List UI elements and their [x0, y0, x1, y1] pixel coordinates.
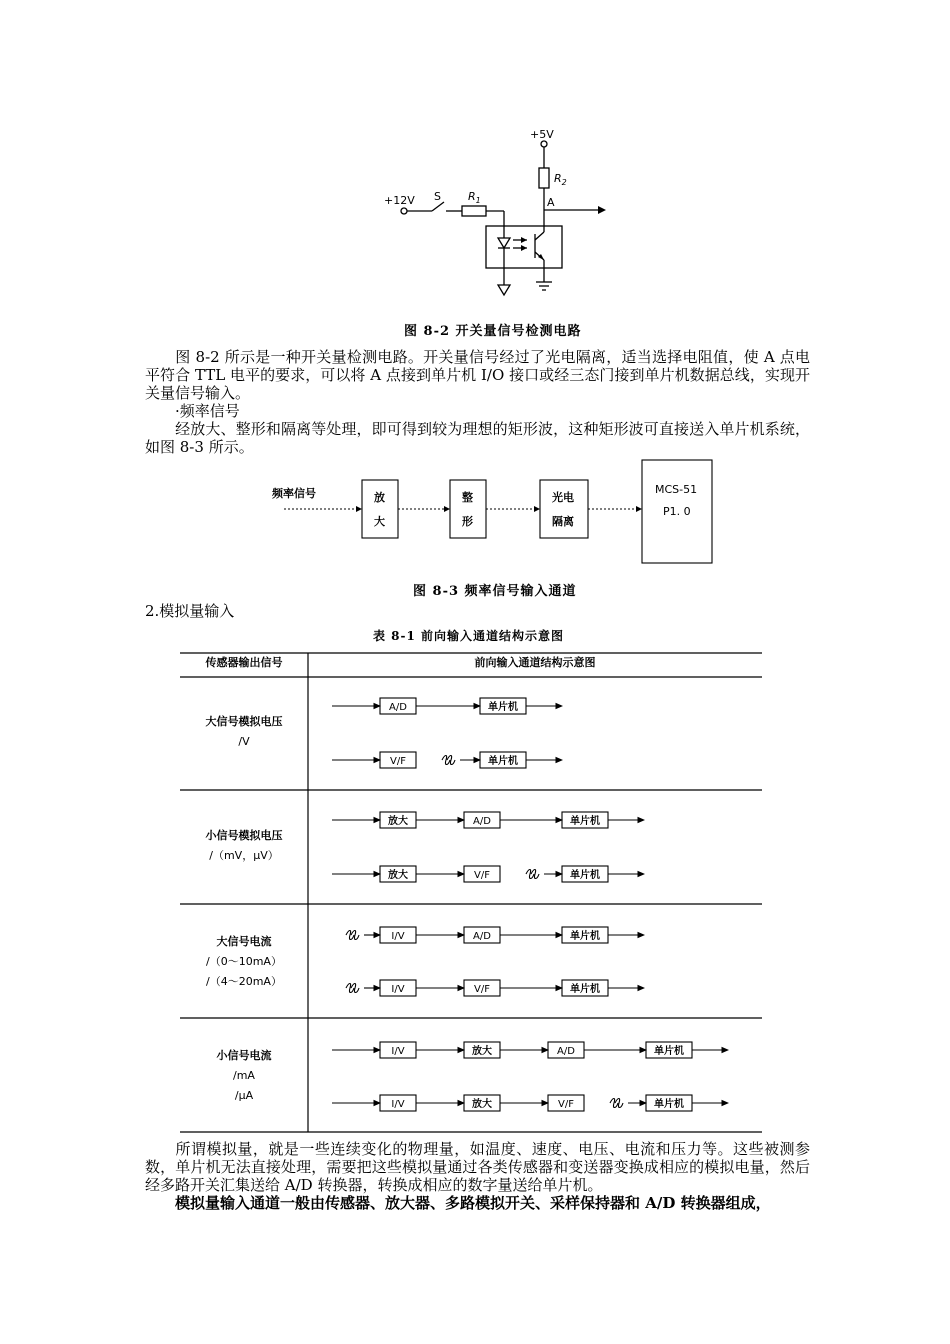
block-label-ad: A/D: [473, 816, 491, 827]
row1-label: 大信号模拟电压 /V: [205, 715, 283, 748]
block-label-iv: I/V: [391, 984, 405, 995]
figure-8-3-caption: 图 8-3 频率信号输入通道: [413, 584, 577, 599]
block-label-vf: V/F: [558, 1099, 574, 1110]
signal-break-icon: [442, 756, 455, 765]
figure-8-2-caption: 图 8-2 开关量信号检测电路: [404, 324, 582, 339]
block-label-mcu: 单片机: [488, 756, 518, 767]
block-label-iv: I/V: [391, 931, 405, 942]
label-r2: $R_2$: [554, 172, 567, 187]
block-label-mcu: 单片机: [570, 984, 600, 995]
block-mcu-port: P1. 0: [663, 505, 691, 518]
block-label-iv: I/V: [391, 1046, 405, 1057]
signal-break-icon: [346, 931, 359, 940]
block-label-mcu: 单片机: [570, 931, 600, 942]
block-label-amp: 放大: [388, 816, 408, 827]
block-amplify: 放: [374, 491, 385, 504]
row3-label: 大信号电流 /（0～10mA） /（4～20mA）: [206, 935, 282, 988]
block-label-iv: I/V: [391, 1099, 405, 1110]
label-12v: +12V: [384, 194, 415, 207]
label-r1: $R_1$: [468, 190, 481, 205]
block-label-mcu: 单片机: [488, 702, 518, 713]
frequency-channel-diagram: [260, 455, 730, 570]
signal-break-icon: [610, 1099, 623, 1108]
signal-break-icon: [526, 870, 539, 879]
block-shape-2: 形: [462, 515, 473, 528]
block-amplify-2: 大: [374, 515, 385, 528]
input-signal-label: 频率信号: [272, 487, 316, 500]
table-header-sensor: 传感器输出信号: [205, 656, 283, 669]
row4-label: 小信号电流 /mA /μA: [216, 1049, 272, 1102]
block-label-vf: V/F: [474, 984, 490, 995]
paragraph-switch-detection: 图 8-2 所示是一种开关量检测电路。开关量信号经过了光电隔离，适当选择电阻值，使 A 点电平符合 TTL 电平的要求，可以将 A 点接到单片机 I/O 接口或经三态门接到单片机数据总线，实现开关量信号输入。: [145, 348, 810, 402]
row2-label: 小信号模拟电压 /（mV，μV）: [205, 829, 283, 862]
block-label-vf: V/F: [474, 870, 490, 881]
table-8-1-caption: 表 8-1 前向输入通道结构示意图: [373, 629, 565, 643]
block-label-mcu: 单片机: [654, 1099, 684, 1110]
block-mcu: MCS-51: [655, 483, 698, 496]
label-5v: +5V: [530, 128, 554, 141]
label-switch: S: [434, 190, 441, 203]
block-label-ad: A/D: [473, 931, 491, 942]
block-opto-2: 隔离: [552, 515, 574, 528]
signal-break-icon: [346, 984, 359, 993]
block-label-mcu: 单片机: [570, 870, 600, 881]
table-header-structure: 前向输入通道结构示意图: [474, 656, 596, 669]
bullet-frequency: ·频率信号: [175, 402, 240, 420]
block-label-amp: 放大: [388, 870, 408, 881]
paragraph-frequency: 经放大、整形和隔离等处理，即可得到较为理想的矩形波，这种矩形波可直接送入单片机系统，如图 8-3 所示。: [145, 420, 810, 456]
paragraph-analog-components: 模拟量输入通道一般由传感器、放大器、多路模拟开关、采样保持器和 A/D 转换器组成，: [175, 1194, 771, 1212]
block-label-ad: A/D: [389, 702, 407, 713]
section-analog-input: 2.模拟量输入: [145, 602, 235, 620]
block-label-mcu: 单片机: [654, 1046, 684, 1057]
block-opto: 光电: [552, 491, 574, 504]
block-label-vf: V/F: [390, 756, 406, 767]
block-label-amp: 放大: [472, 1046, 492, 1057]
paragraph-analog-definition: 所谓模拟量，就是一些连续变化的物理量，如温度、速度、电压、电流和压力等。这些被测参数，单片机无法直接处理，需要把这些模拟量通过各类传感器和变送器变换成相应的模拟电量，然后经多路开关汇集送给 A/D 转换器，转换成相应的数字量送给单片机。: [145, 1140, 810, 1194]
block-label-ad: A/D: [557, 1046, 575, 1057]
label-point-a: A: [547, 196, 555, 209]
block-label-amp: 放大: [472, 1099, 492, 1110]
block-shape: 整: [462, 491, 473, 504]
switch-detection-circuit: [370, 120, 630, 310]
block-label-mcu: 单片机: [570, 816, 600, 827]
